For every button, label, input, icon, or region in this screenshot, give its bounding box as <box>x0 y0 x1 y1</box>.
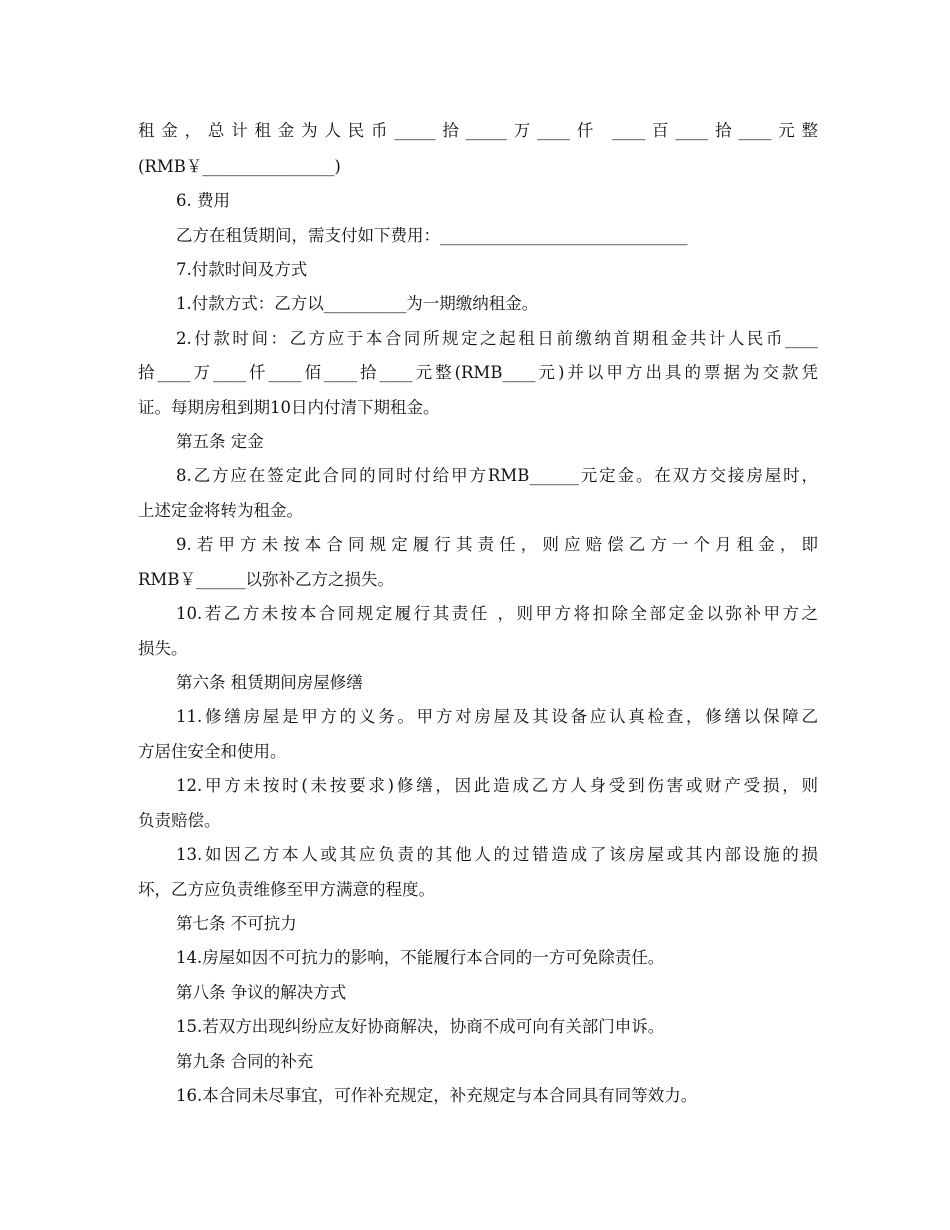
text-line: 13.如因乙方本人或其应负责的其他人的过错造成了该房屋或其内部设施的损 <box>176 845 818 864</box>
text-line: RMB￥______以弥补乙方之损失。 <box>138 570 394 589</box>
text-line: (RMB￥________________) <box>138 157 341 176</box>
text-line: 12.甲方未按时(未按要求)修缮，因此造成乙方人身受到伤害或财产受损，则 <box>176 776 818 795</box>
text-line: 负责赔偿。 <box>138 811 221 830</box>
section-heading: 第六条 租赁期间房屋修缮 <box>176 673 363 692</box>
section-heading: 第九条 合同的补充 <box>176 1052 314 1071</box>
section-heading: 第八条 争议的解决方式 <box>176 983 347 1002</box>
text-line: 10.若乙方未按本合同规定履行其责任 ，则甲方将扣除全部定金以弥补甲方之 <box>176 604 818 623</box>
text-line: 11.修缮房屋是甲方的义务。甲方对房屋及其设备应认真检查，修缮以保障乙 <box>176 707 818 726</box>
text-line: 方居住安全和使用。 <box>138 742 287 761</box>
section-heading: 6. 费用 <box>176 191 230 210</box>
text-line: 损失。 <box>138 639 188 658</box>
text-line: 2.付款时间：乙方应于本合同所规定之起租日前缴纳首期租金共计人民币____ <box>176 329 818 348</box>
text-line: 乙方在租赁期间，需支付如下费用：______________________________ <box>176 226 688 245</box>
text-line: 9.若甲方未按本合同规定履行其责任，则应赔偿乙方一个月租金，即 <box>176 535 818 554</box>
text-line: 坏，乙方应负责维修至甲方满意的程度。 <box>138 880 435 899</box>
text-line: 1.付款方式：乙方以__________为一期缴纳租金。 <box>176 294 539 313</box>
section-heading: 第五条 定金 <box>176 432 264 451</box>
text-line: 8.乙方应在签定此合同的同时付给甲方RMB______元定金。在双方交接房屋时， <box>176 466 818 485</box>
text-line: 15.若双方出现纠纷应友好协商解决，协商不成可向有关部门申诉。 <box>176 1017 665 1036</box>
section-heading: 第七条 不可抗力 <box>176 914 297 933</box>
section-heading: 7.付款时间及方式 <box>176 260 308 279</box>
text-line: 证。每期房租到期10日内付清下期租金。 <box>138 398 440 417</box>
text-line: 拾____万____仟____佰____拾____元整(RMB____元)并以甲方出具的票据为交款凭 <box>138 363 818 382</box>
text-line: 14.房屋如因不可抗力的影响，不能履行本合同的一方可免除责任。 <box>176 948 665 967</box>
text-line: 上述定金将转为租金。 <box>138 501 303 520</box>
text-line: 16.本合同未尽事宜，可作补充规定，补充规定与本合同具有同等效力。 <box>176 1086 698 1105</box>
text-line: 租金，总计租金为人民币_____拾_____万____仟 ____百____拾____元整 <box>138 121 818 140</box>
